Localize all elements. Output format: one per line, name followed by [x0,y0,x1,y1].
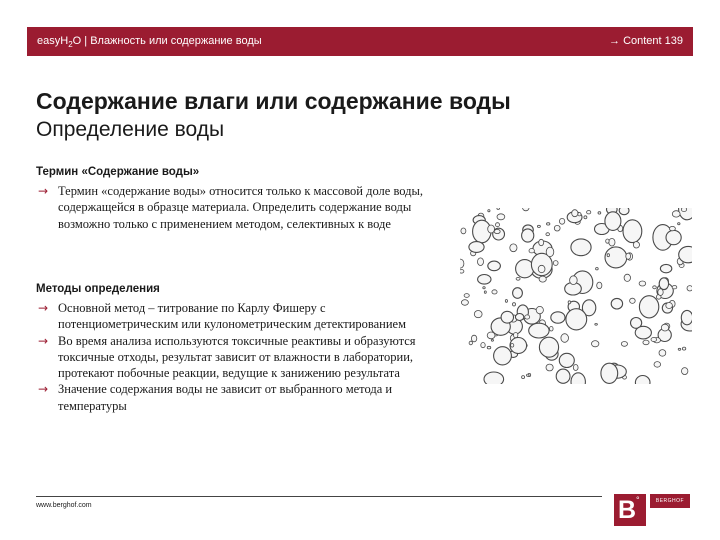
list-item [36,381,436,414]
water-drop [633,242,639,248]
berghof-wordmark: BERGHOF [650,494,690,508]
water-drop [687,286,692,291]
water-drop [669,226,675,230]
header-bar [27,27,693,56]
water-drop [522,229,534,242]
water-drop [546,364,553,371]
water-drop [496,223,500,227]
water-drop [607,254,609,257]
water-drop [460,259,464,268]
water-drop [537,225,540,227]
arrow-right-icon: → [38,301,49,315]
header-title [37,35,262,49]
water-drop [539,239,544,245]
water-drop [523,208,529,211]
berghof-logo [614,494,646,526]
water-drop [550,326,554,331]
page-title: Содержание влаги или содержание воды [36,88,511,114]
water-drop [611,298,622,309]
water-drop [525,315,530,319]
water-drop [497,214,505,220]
water-drop [678,348,681,350]
water-drop [601,363,618,383]
brand-prefix: easy [37,35,61,47]
water-drop [538,265,545,272]
water-drop [474,311,482,318]
water-drop [570,276,578,285]
water-drop [510,244,517,252]
water-drop [484,291,486,293]
water-drop [572,210,578,217]
water-drop [547,223,550,225]
water-drop [494,229,500,233]
water-drop [653,286,657,289]
water-drop [623,220,642,243]
arrow-right-icon: → [38,184,49,198]
footer-divider [36,496,602,497]
bullet-list-term [36,183,436,232]
water-drop [529,249,534,253]
water-drops-image [460,208,692,384]
water-drop [471,335,476,342]
water-drop [658,289,663,296]
water-drop [666,303,673,309]
water-drop [672,211,680,217]
header-topic: | Влажность или содержание воды [81,35,262,47]
water-drop [554,225,560,231]
logo-letter: B [618,496,637,524]
water-drop [478,258,484,266]
water-drop [597,282,602,289]
bullet-text: Во время анализа используются токсичные реактивы и образуются токсичные отходы, результат зависит от влажности в лаборатории, протекают побочные реакции, ведущие к занижению результата [58,333,416,381]
water-drop [651,338,657,342]
water-drop [481,343,485,348]
page-subtitle: Определение воды [36,118,225,141]
brand-o: O [72,35,82,47]
section-heading-methods: Методы определения [36,283,160,295]
water-drop [639,296,658,318]
water-drop [461,300,468,306]
water-drop [624,274,630,281]
water-drop [605,247,627,268]
water-drop [497,208,500,209]
water-drop [491,339,493,341]
water-drop [515,314,523,321]
water-drop [536,306,543,313]
water-drop [605,212,621,231]
logo-mark: ° [636,495,640,505]
footer-url[interactable]: www.berghof.com [36,502,92,509]
water-drop [546,233,550,236]
water-drop [654,362,661,368]
water-drop [559,218,564,224]
water-drop [571,239,591,256]
water-drop [626,253,631,259]
arrow-right-icon: → [38,382,49,397]
water-drop [460,270,464,274]
water-drop [596,268,599,270]
water-drop [681,310,692,324]
water-drop [661,324,668,331]
list-item [36,183,436,232]
water-drop [635,326,651,339]
water-drop [539,337,558,357]
water-drop [595,323,598,325]
water-drop [494,347,512,365]
water-drop [505,300,507,303]
water-drop [682,368,688,375]
water-drop [483,287,485,289]
water-drop [598,212,601,214]
water-drop [619,208,629,215]
list-item [36,333,436,382]
water-drop [511,344,514,348]
water-drop [672,286,677,289]
list-item [36,300,436,333]
water-drop [488,261,501,271]
water-drop [679,246,692,262]
water-drop [513,303,516,306]
water-drop [606,239,609,243]
water-drop [659,278,668,290]
water-drop [592,341,599,347]
water-drop [635,376,650,385]
water-drop [551,312,565,323]
water-drop [682,347,685,350]
arrow-right-icon: → [38,333,49,348]
water-drop [681,208,686,212]
water-drop [488,210,490,212]
water-drop [539,276,546,282]
water-drop [609,238,615,246]
water-drop [522,376,525,379]
water-drop [492,290,497,294]
water-drop [630,298,636,303]
water-drop [559,353,574,367]
bullet-text: Значение содержания воды не зависит от выбранного метода и температуры [58,382,393,413]
water-drop [561,334,569,343]
water-drop [527,374,530,376]
bullet-text: Основной метод – титрование по Карлу Фишеру с потенциометрическим или кулонометрическим детектированием [58,301,407,332]
bullet-text: Термин «содержание воды» относится только к массовой доле воды, содержащейся в образце материала. Определить содержание воды возможно только с применением методом, селективных к воде [58,184,424,231]
water-drop [568,301,571,304]
water-drop [553,261,558,266]
water-drop [556,369,570,383]
section-heading-term: Термин «Содержание воды» [36,166,200,178]
water-drop [516,277,520,280]
water-drop [584,216,587,219]
water-drop [660,264,671,272]
water-drop [643,340,649,345]
water-drop [487,346,491,349]
water-drop [666,230,681,244]
water-drop [514,333,518,338]
water-drop [639,281,646,286]
bullet-list-methods [36,300,436,414]
water-drop [464,294,469,298]
water-drop [469,242,484,253]
water-drop [566,309,587,330]
water-drop [571,373,585,384]
water-drop [469,341,472,345]
water-drop [513,288,523,299]
water-drop [501,311,513,323]
water-drop [478,275,491,285]
water-drop [587,211,591,214]
content-link[interactable] [609,35,683,47]
water-drop [461,228,466,234]
arrow-right-icon: → [609,35,620,47]
content-label: Content 139 [623,35,683,47]
water-drop [621,342,627,347]
water-drop [546,247,554,257]
brand-h: H [60,35,69,47]
water-drop [488,225,495,233]
water-drop [529,323,549,338]
water-drop [659,350,666,357]
water-drop [573,365,578,371]
brand-sub: 2 [68,40,73,50]
water-drop [678,223,680,225]
water-drop [484,372,504,384]
